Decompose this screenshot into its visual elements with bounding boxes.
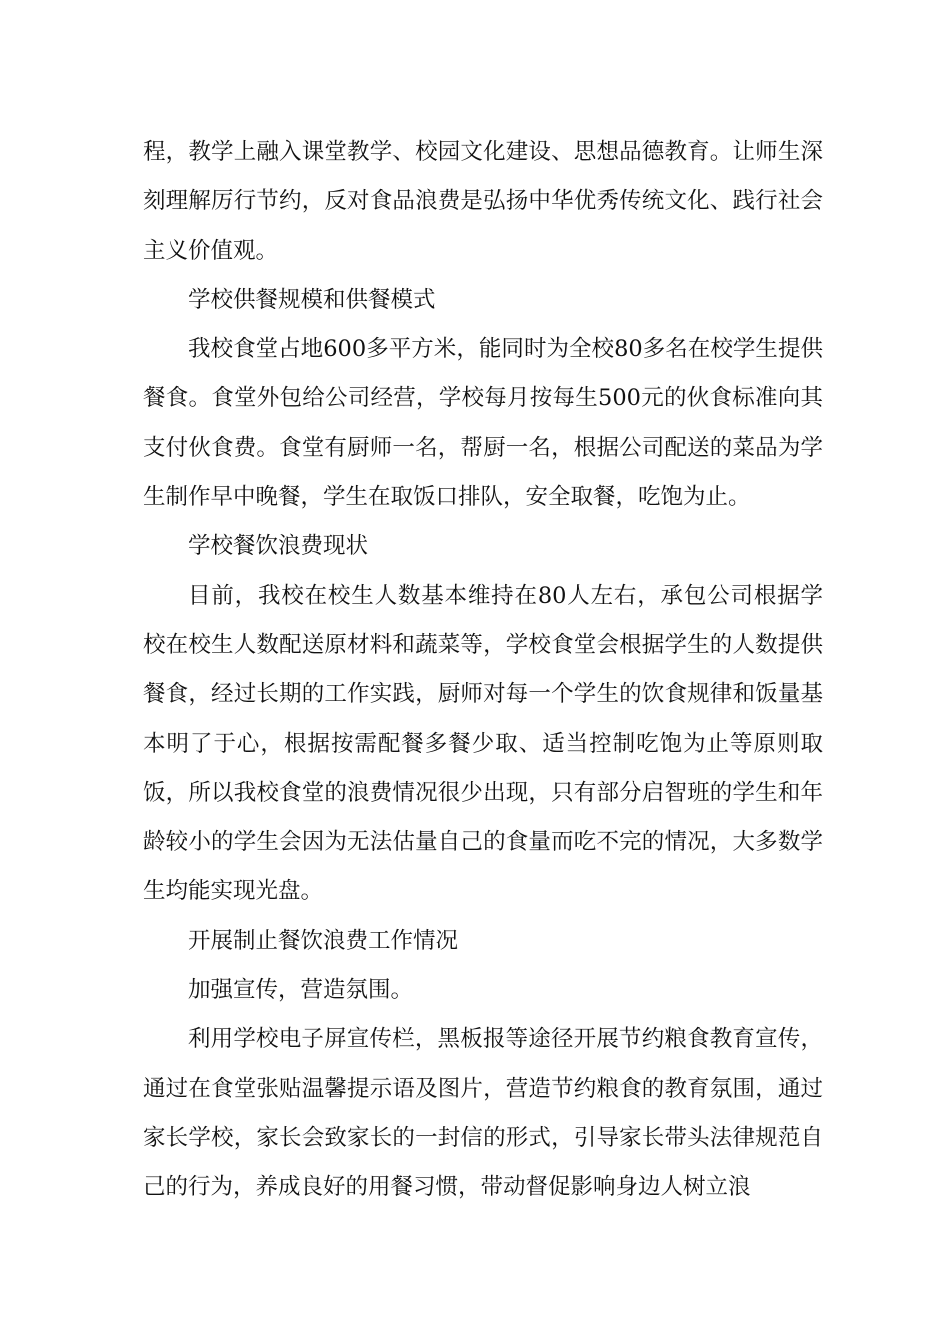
paragraph-publicity: 利用学校电子屏宣传栏，黑板报等途径开展节约粮食教育宣传，通过在食堂张贴温馨提示语及图片，营造节约粮食的教育氛围，通过家长学校，家长会致家长的一封信的形式，引导家长带头法律规范自己的行为，养成良好的用餐习惯，带动督促影响身边人树立浪 <box>143 1026 823 1201</box>
section-heading-anti-waste-work: 开展制止餐饮浪费工作情况 <box>188 927 459 954</box>
subheading-publicity: 加强宣传，营造氛围。 <box>188 977 414 1004</box>
paragraph-continuation: 程，教学上融入课堂教学、校园文化建设、思想品德教育。让师生深刻理解厉行节约，反对食品浪费是弘扬中华优秀传统文化、践行社会主义价值观。 <box>143 139 823 264</box>
section-heading-supply-scale: 学校供餐规模和供餐模式 <box>188 286 436 313</box>
section-heading-waste-status: 学校餐饮浪费现状 <box>188 533 369 560</box>
document-body <box>143 128 823 1213</box>
paragraph-waste-status: 目前，我校在校生人数基本维持在80人左右，承包公司根据学校在校生人数配送原材料和蔬菜等，学校食堂会根据学生的人数提供餐食，经过长期的工作实践，厨师对每一个学生的饮食规律和饭量基本明了于心，根据按需配餐多餐少取、适当控制吃饱为止等原则取饭，所以我校食堂的浪费情况很少出现，只有部分启智班的学生和年龄较小的学生会因为无法估量自己的食量而吃不完的情况，大多数学生均能实现光盘。 <box>143 582 823 905</box>
paragraph-canteen-info: 我校食堂占地600多平方米，能同时为全校80多名在校学生提供餐食。食堂外包给公司经营，学校每月按每生500元的伙食标准向其支付伙食费。食堂有厨师一名，帮厨一名，根据公司配送的菜品为学生制作早中晚餐，学生在取饭口排队，安全取餐，吃饱为止。 <box>143 336 823 511</box>
